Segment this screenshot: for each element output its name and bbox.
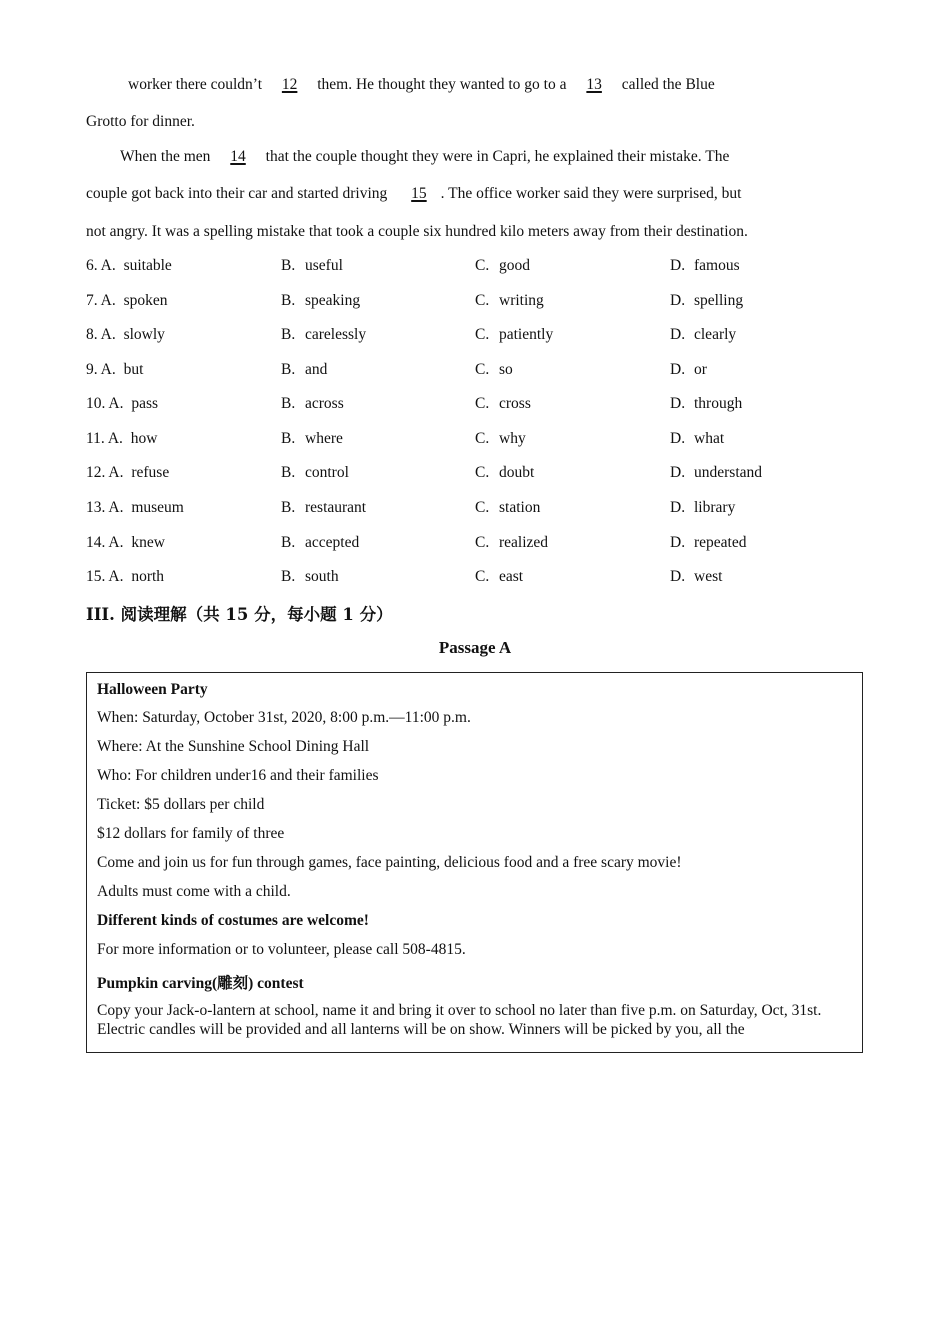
question-13 xyxy=(86,499,866,523)
question-number: 14. A. knew xyxy=(86,534,165,551)
question-number: 15. A. north xyxy=(86,568,165,585)
notice-when: When: Saturday, October 31st, 2020, 8:00 p.m.—11:00 p.m. xyxy=(97,709,471,726)
option-d[interactable]: D. spelling xyxy=(670,292,744,309)
passage-text: that the couple thought they were in Capri, he explained their mistake. The xyxy=(265,148,730,165)
question-15 xyxy=(86,568,866,592)
option-c[interactable]: C. east xyxy=(475,568,524,585)
question-11 xyxy=(86,430,866,454)
passage-text: When the men xyxy=(120,148,211,165)
question-7 xyxy=(86,292,866,316)
notice-contest-text: Copy your Jack-o-lantern at school, name it and bring it over to school no later than five p.m. on Saturday, Oct, 31st. Electric candles will be provided and all lanterns will be on show. Winners will be picked by you, all the xyxy=(97,1002,822,1038)
passage-line-3 xyxy=(120,148,729,166)
passage-line-1 xyxy=(128,76,715,94)
blank-15: 15 xyxy=(411,185,427,202)
notice-contest-title: Pumpkin carving(雕刻) contest xyxy=(97,975,304,992)
question-14 xyxy=(86,534,866,558)
notice-box xyxy=(86,672,863,1053)
question-10 xyxy=(86,395,866,419)
blank-12: 12 xyxy=(281,76,298,93)
passage-line-4 xyxy=(86,185,741,203)
passage-line-5: not angry. It was a spelling mistake that took a couple six hundred kilo meters away from their destination. xyxy=(86,223,748,240)
question-number: 9. A. but xyxy=(86,361,144,378)
option-c[interactable]: C. writing xyxy=(475,292,544,309)
question-number: 10. A. pass xyxy=(86,395,159,412)
passage-text: them. He thought they wanted to go to a xyxy=(317,76,567,93)
question-8 xyxy=(86,326,866,350)
option-d[interactable]: D. understand xyxy=(670,464,763,481)
question-9 xyxy=(86,361,866,385)
option-d[interactable]: D. west xyxy=(670,568,723,585)
option-b[interactable]: B. across xyxy=(281,395,344,412)
option-b[interactable]: B. and xyxy=(281,361,328,378)
option-b[interactable]: B. south xyxy=(281,568,339,585)
passage-text: . The office worker said they were surprised, but xyxy=(440,185,742,202)
option-c[interactable]: C. why xyxy=(475,430,526,447)
option-b[interactable]: B. useful xyxy=(281,257,343,274)
option-d[interactable]: D. famous xyxy=(670,257,740,274)
option-c[interactable]: C. good xyxy=(475,257,530,274)
passage-line-2: Grotto for dinner. xyxy=(86,113,195,130)
option-d[interactable]: D. clearly xyxy=(670,326,737,343)
passage-text: couple got back into their car and started driving xyxy=(86,185,388,202)
option-b[interactable]: B. where xyxy=(281,430,343,447)
option-c[interactable]: C. station xyxy=(475,499,541,516)
notice-ticket-family: $12 dollars for family of three xyxy=(97,825,285,842)
notice-costumes: Different kinds of costumes are welcome! xyxy=(97,912,369,929)
option-d[interactable]: D. repeated xyxy=(670,534,747,551)
question-number: 12. A. refuse xyxy=(86,464,170,481)
question-number: 8. A. slowly xyxy=(86,326,165,343)
notice-info: For more information or to volunteer, please call 508-4815. xyxy=(97,941,466,958)
option-c[interactable]: C. patiently xyxy=(475,326,554,343)
question-number: 13. A. museum xyxy=(86,499,184,516)
blank-13: 13 xyxy=(586,76,602,93)
option-b[interactable]: B. restaurant xyxy=(281,499,367,516)
option-b[interactable]: B. carelessly xyxy=(281,326,367,343)
notice-join: Come and join us for fun through games, face painting, delicious food and a free scary movie! xyxy=(97,854,682,871)
option-b[interactable]: B. control xyxy=(281,464,349,481)
question-6 xyxy=(86,257,866,281)
passage-text: worker there couldn’t xyxy=(128,76,262,93)
option-c[interactable]: C. so xyxy=(475,361,513,378)
option-b[interactable]: B. accepted xyxy=(281,534,360,551)
section-title: III. 阅读理解（共 15 分，每小题 1 分） xyxy=(86,605,393,624)
option-c[interactable]: C. cross xyxy=(475,395,531,412)
blank-14: 14 xyxy=(230,148,246,165)
option-d[interactable]: D. library xyxy=(670,499,736,516)
question-12 xyxy=(86,464,866,488)
question-number: 7. A. spoken xyxy=(86,292,168,309)
option-b[interactable]: B. speaking xyxy=(281,292,361,309)
passage-title: Passage A xyxy=(438,638,512,657)
option-c[interactable]: C. realized xyxy=(475,534,549,551)
notice-ticket-child: Ticket: $5 dollars per child xyxy=(97,796,265,813)
notice-adults: Adults must come with a child. xyxy=(97,883,291,900)
passage-text: called the Blue xyxy=(621,76,715,93)
option-c[interactable]: C. doubt xyxy=(475,464,535,481)
option-d[interactable]: D. what xyxy=(670,430,725,447)
option-d[interactable]: D. through xyxy=(670,395,743,412)
notice-who: Who: For children under16 and their families xyxy=(97,767,379,784)
notice-where: Where: At the Sunshine School Dining Hall xyxy=(97,738,370,755)
question-number: 6. A. suitable xyxy=(86,257,172,274)
notice-title: Halloween Party xyxy=(97,681,208,698)
option-d[interactable]: D. or xyxy=(670,361,707,378)
question-number: 11. A. how xyxy=(86,430,158,447)
